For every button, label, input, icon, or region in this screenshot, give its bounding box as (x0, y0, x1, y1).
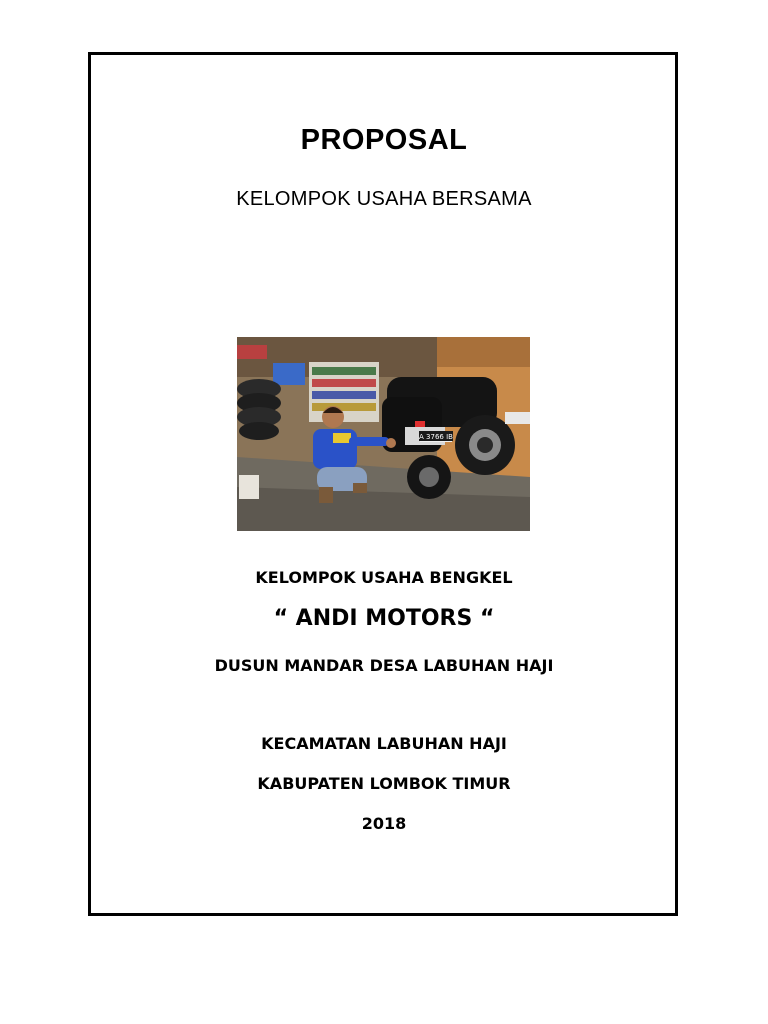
document-year: 2018 (361, 814, 407, 833)
group-type: KELOMPOK USAHA BENGKEL (255, 568, 513, 587)
license-plate-text: A 3766 IB (419, 433, 453, 441)
location-regency: KABUPATEN LOMBOK TIMUR (257, 774, 511, 793)
business-name: “ ANDI MOTORS “ (273, 606, 495, 631)
document-title: PROPOSAL (300, 124, 468, 156)
workshop-photo (237, 337, 530, 531)
document-subtitle: KELOMPOK USAHA BERSAMA (236, 188, 532, 210)
location-village: DUSUN MANDAR DESA LABUHAN HAJI (214, 656, 554, 675)
location-district: KECAMATAN LABUHAN HAJI (261, 734, 507, 753)
